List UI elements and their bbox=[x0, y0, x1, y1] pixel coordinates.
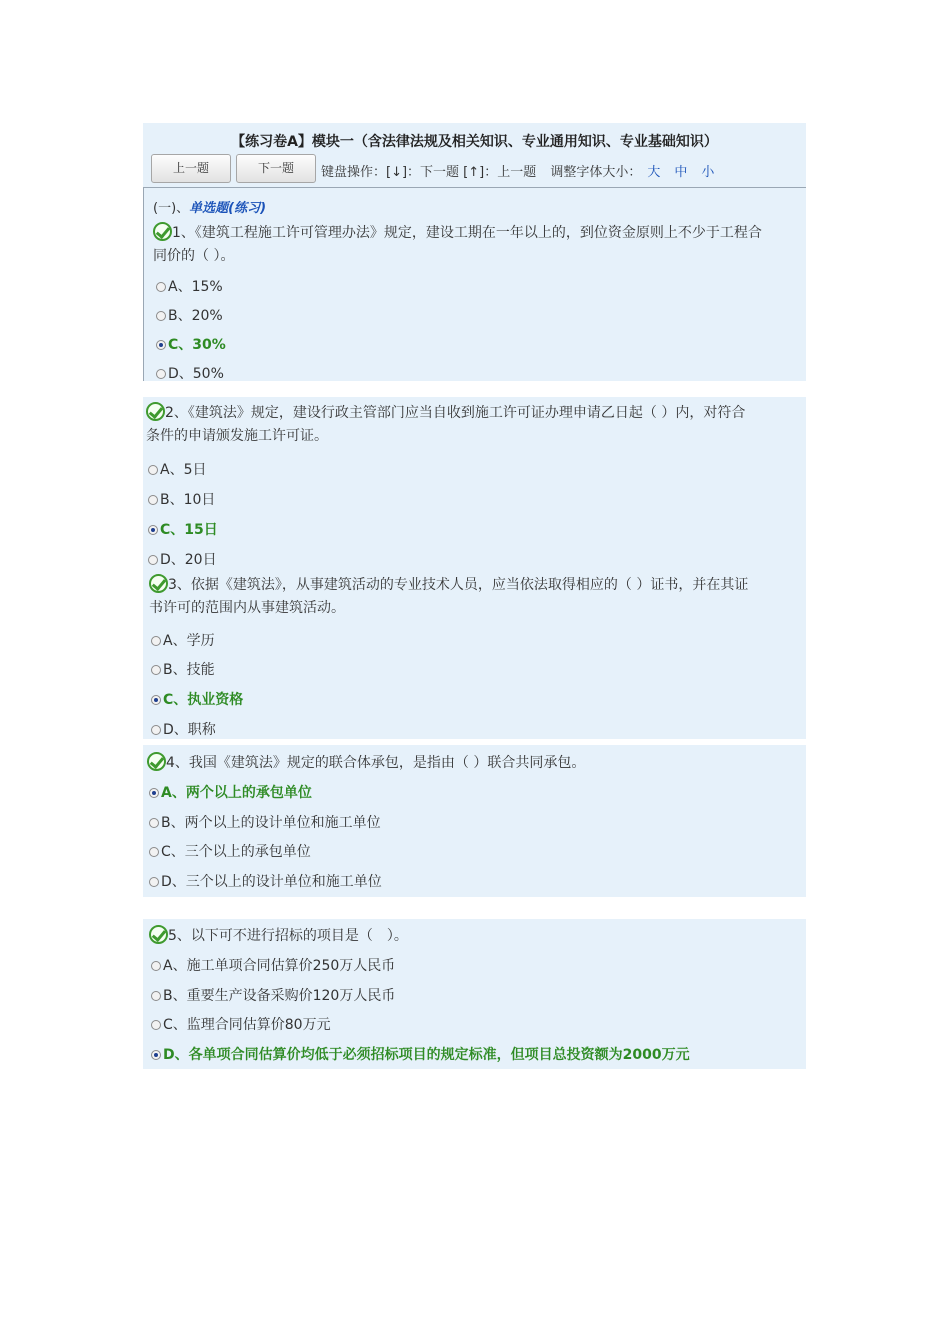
radio-icon[interactable] bbox=[151, 1020, 161, 1030]
option-2c[interactable]: C、15日 bbox=[148, 519, 218, 539]
question-text-line1: 1、《建筑工程施工许可管理办法》规定，建设工期在一年以上的，到位资金原则上不少于工程合 bbox=[172, 225, 762, 241]
question-stem-4: 4、我国《建筑法》规定的联合体承包，是指由（ ）联合共同承包。 bbox=[147, 752, 585, 775]
question-panel-1 bbox=[143, 187, 806, 381]
question-stem-3: 3、依据《建筑法》，从事建筑活动的专业技术人员，应当依法取得相应的（ ）证书，并在其证 书许可的范围内从事建筑活动。 bbox=[149, 574, 748, 620]
radio-icon[interactable] bbox=[149, 818, 159, 828]
option-1a[interactable]: A、15% bbox=[156, 276, 223, 296]
radio-selected-icon[interactable] bbox=[148, 525, 158, 535]
question-panel-2 bbox=[143, 397, 806, 739]
radio-icon[interactable] bbox=[156, 369, 166, 379]
radio-icon[interactable] bbox=[151, 991, 161, 1001]
radio-icon[interactable] bbox=[156, 311, 166, 321]
option-3c[interactable]: C、执业资格 bbox=[151, 689, 243, 709]
font-size-medium-link[interactable]: 中 bbox=[674, 165, 688, 180]
option-4c[interactable]: C、三个以上的承包单位 bbox=[149, 841, 311, 861]
radio-icon[interactable] bbox=[149, 847, 159, 857]
toolbar-hint bbox=[321, 161, 714, 180]
correct-check-icon bbox=[146, 402, 165, 421]
option-3a[interactable]: A、学历 bbox=[151, 630, 215, 650]
exam-header bbox=[143, 123, 806, 187]
option-1c[interactable]: C、30% bbox=[156, 334, 226, 354]
question-panel-4 bbox=[143, 919, 806, 1069]
radio-selected-icon[interactable] bbox=[151, 1050, 161, 1060]
section-title bbox=[153, 197, 266, 216]
question-stem-1 bbox=[153, 222, 762, 268]
question-panel-3 bbox=[143, 745, 806, 897]
radio-icon[interactable] bbox=[148, 495, 158, 505]
radio-selected-icon[interactable] bbox=[151, 695, 161, 705]
radio-selected-icon[interactable] bbox=[149, 788, 159, 798]
prev-question-button[interactable]: 上一题 bbox=[151, 154, 231, 183]
section-prefix: (一)、 bbox=[153, 201, 190, 216]
radio-icon[interactable] bbox=[151, 665, 161, 675]
option-4d[interactable]: D、三个以上的设计单位和施工单位 bbox=[149, 871, 382, 891]
correct-check-icon bbox=[153, 222, 172, 241]
option-1b[interactable]: B、20% bbox=[156, 305, 223, 325]
page-title: 【练习卷A】模块一（含法律法规及相关知识、专业通用知识、专业基础知识） bbox=[231, 134, 718, 150]
question-stem-5: 5、以下可不进行招标的项目是（ ）。 bbox=[149, 925, 408, 948]
option-3d[interactable]: D、职称 bbox=[151, 719, 216, 739]
option-5d[interactable]: D、各单项合同估算价均低于必须招标项目的规定标准，但项目总投资额为2000万元 bbox=[151, 1044, 690, 1064]
option-5b[interactable]: B、重要生产设备采购价120万人民币 bbox=[151, 985, 395, 1005]
correct-check-icon bbox=[147, 752, 166, 771]
option-3b[interactable]: B、技能 bbox=[151, 659, 215, 679]
section-label: 单选题(练习) bbox=[189, 201, 267, 216]
font-size-large-link[interactable]: 大 bbox=[647, 165, 661, 180]
correct-check-icon bbox=[149, 925, 168, 944]
keyboard-hint: 键盘操作：[↓]：下一题 [↑]：上一题 bbox=[321, 165, 537, 180]
radio-icon[interactable] bbox=[148, 465, 158, 475]
question-stem-2: 2、《建筑法》规定，建设行政主管部门应当自收到施工许可证办理申请乙日起（ ）内，对符合 条件的申请颁发施工许可证。 bbox=[146, 402, 745, 448]
radio-selected-icon[interactable] bbox=[156, 340, 166, 350]
option-2d[interactable]: D、20日 bbox=[148, 549, 217, 569]
option-1d[interactable]: D、50% bbox=[156, 363, 224, 383]
radio-icon[interactable] bbox=[151, 636, 161, 646]
option-4b[interactable]: B、两个以上的设计单位和施工单位 bbox=[149, 812, 381, 832]
option-2a[interactable]: A、5日 bbox=[148, 459, 206, 479]
option-5c[interactable]: C、监理合同估算价80万元 bbox=[151, 1014, 331, 1034]
radio-icon[interactable] bbox=[149, 877, 159, 887]
radio-icon[interactable] bbox=[151, 725, 161, 735]
option-2b[interactable]: B、10日 bbox=[148, 489, 215, 509]
radio-icon[interactable] bbox=[151, 961, 161, 971]
option-5a[interactable]: A、施工单项合同估算价250万人民币 bbox=[151, 955, 395, 975]
radio-icon[interactable] bbox=[148, 555, 158, 565]
font-size-small-link[interactable]: 小 bbox=[701, 165, 715, 180]
question-text-line2: 同价的（ ）。 bbox=[153, 248, 235, 264]
option-4a[interactable]: A、两个以上的承包单位 bbox=[149, 782, 312, 802]
correct-check-icon bbox=[149, 574, 168, 593]
next-question-button[interactable]: 下一题 bbox=[236, 154, 316, 183]
font-size-label: 调整字体大小： bbox=[550, 165, 642, 180]
radio-icon[interactable] bbox=[156, 282, 166, 292]
